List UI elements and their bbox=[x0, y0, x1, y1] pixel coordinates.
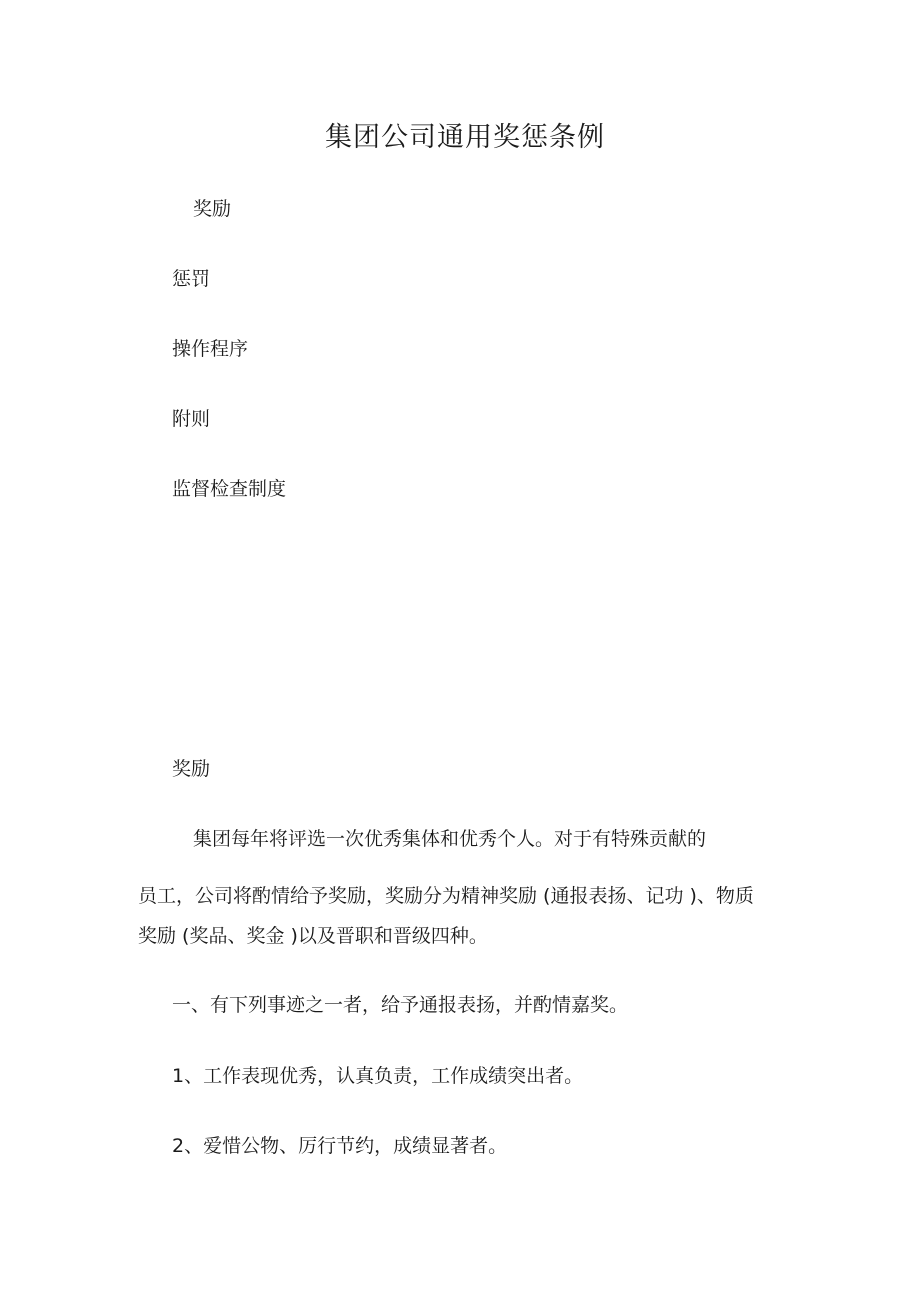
paragraph-line: 奖励 (奖品、奖金 )以及晋职和晋级四种。 bbox=[138, 925, 488, 947]
section-heading: 奖励 bbox=[172, 758, 211, 780]
toc-item-appendix: 附则 bbox=[172, 408, 211, 430]
rule-item: 1、工作表现优秀，认真负责，工作成绩突出者。 bbox=[172, 1065, 584, 1087]
toc-item-reward: 奖励 bbox=[193, 198, 232, 220]
rule-clause-heading: 一、有下列事迹之一者，给予通报表扬，并酌情嘉奖。 bbox=[172, 994, 629, 1016]
paragraph-line: 员工，公司将酌情给予奖励，奖励分为精神奖励 (通报表扬、记功 )、物质 bbox=[138, 885, 754, 907]
toc-item-punishment: 惩罚 bbox=[172, 268, 211, 290]
toc-item-procedure: 操作程序 bbox=[172, 338, 249, 360]
toc-item-supervision: 监督检查制度 bbox=[172, 478, 287, 500]
rule-item: 2、爱惜公物、厉行节约，成绩显著者。 bbox=[172, 1135, 508, 1157]
document-title: 集团公司通用奖惩条例 bbox=[325, 122, 605, 153]
paragraph-line: 集团每年将评选一次优秀集体和优秀个人。对于有特殊贡献的 bbox=[193, 828, 707, 850]
